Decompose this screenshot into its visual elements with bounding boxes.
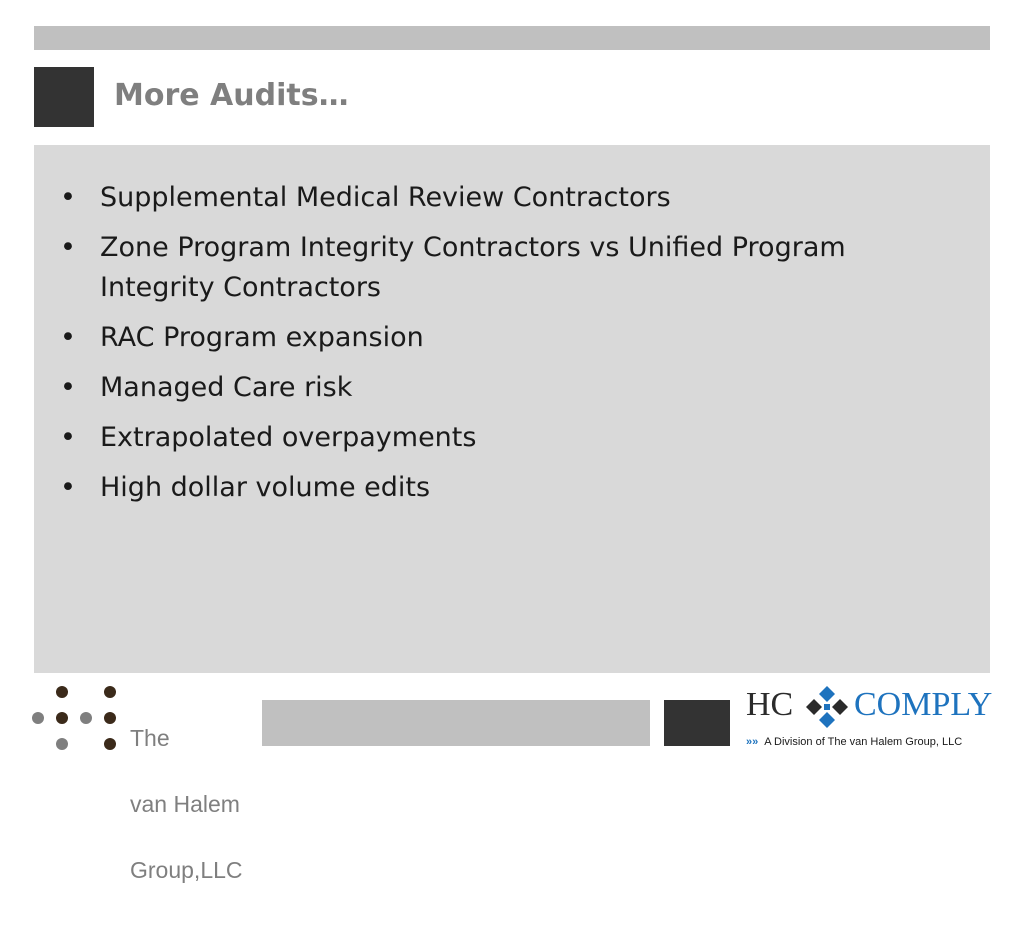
logo-dot (104, 712, 116, 724)
logo-line-group: Group,LLC (130, 857, 243, 883)
bullet-dot: • (60, 372, 76, 403)
bullet-item (58, 318, 898, 358)
bullet-text: High dollar volume edits (100, 472, 431, 503)
bullet-dot: • (60, 182, 76, 213)
logo-dot (104, 686, 116, 698)
bullet-dot: • (60, 232, 76, 263)
top-decor-bar (34, 26, 990, 50)
bullet-dot: • (60, 322, 76, 353)
bullet-list (58, 178, 898, 518)
hc-comply-mark-icon (802, 684, 852, 730)
bullet-item (58, 368, 898, 408)
logo-tagline (746, 736, 962, 748)
van-halem-logo (20, 678, 258, 883)
bullet-text: Extrapolated overpayments (100, 422, 477, 453)
logo-dot (104, 738, 116, 750)
bullet-item (58, 228, 898, 308)
bullet-text: Supplemental Medical Review Contractors (100, 182, 671, 213)
logo-comply-text: COMPLY (854, 686, 993, 723)
bullet-item (58, 178, 898, 218)
logo-wordmark (130, 683, 243, 925)
logo-dot (56, 712, 68, 724)
logo-dot (56, 686, 68, 698)
tagline-text: A Division of The van Halem Group, LLC (764, 736, 963, 748)
logo-hc-text: HC (746, 686, 794, 723)
logo-line-the: The (130, 725, 170, 751)
footer-accent-square (664, 700, 730, 746)
hc-comply-logo (746, 684, 994, 756)
bullet-text: RAC Program expansion (100, 322, 424, 353)
logo-dot (80, 712, 92, 724)
bullet-dot: • (60, 422, 76, 453)
slide-title: More Audits… (114, 78, 349, 113)
footer-decor-bar (262, 700, 650, 746)
logo-dot (56, 738, 68, 750)
tagline-arrows-icon: »» (746, 736, 759, 748)
bullet-dot: • (60, 472, 76, 503)
title-accent-square (34, 67, 94, 127)
logo-dot (32, 712, 44, 724)
logo-line-van-halem: van Halem (130, 791, 240, 817)
bullet-text: Zone Program Integrity Contractors vs Unified Program Integrity Contractors (100, 232, 846, 303)
bullet-item (58, 418, 898, 458)
bullet-text: Managed Care risk (100, 372, 353, 403)
bullet-item (58, 468, 898, 508)
